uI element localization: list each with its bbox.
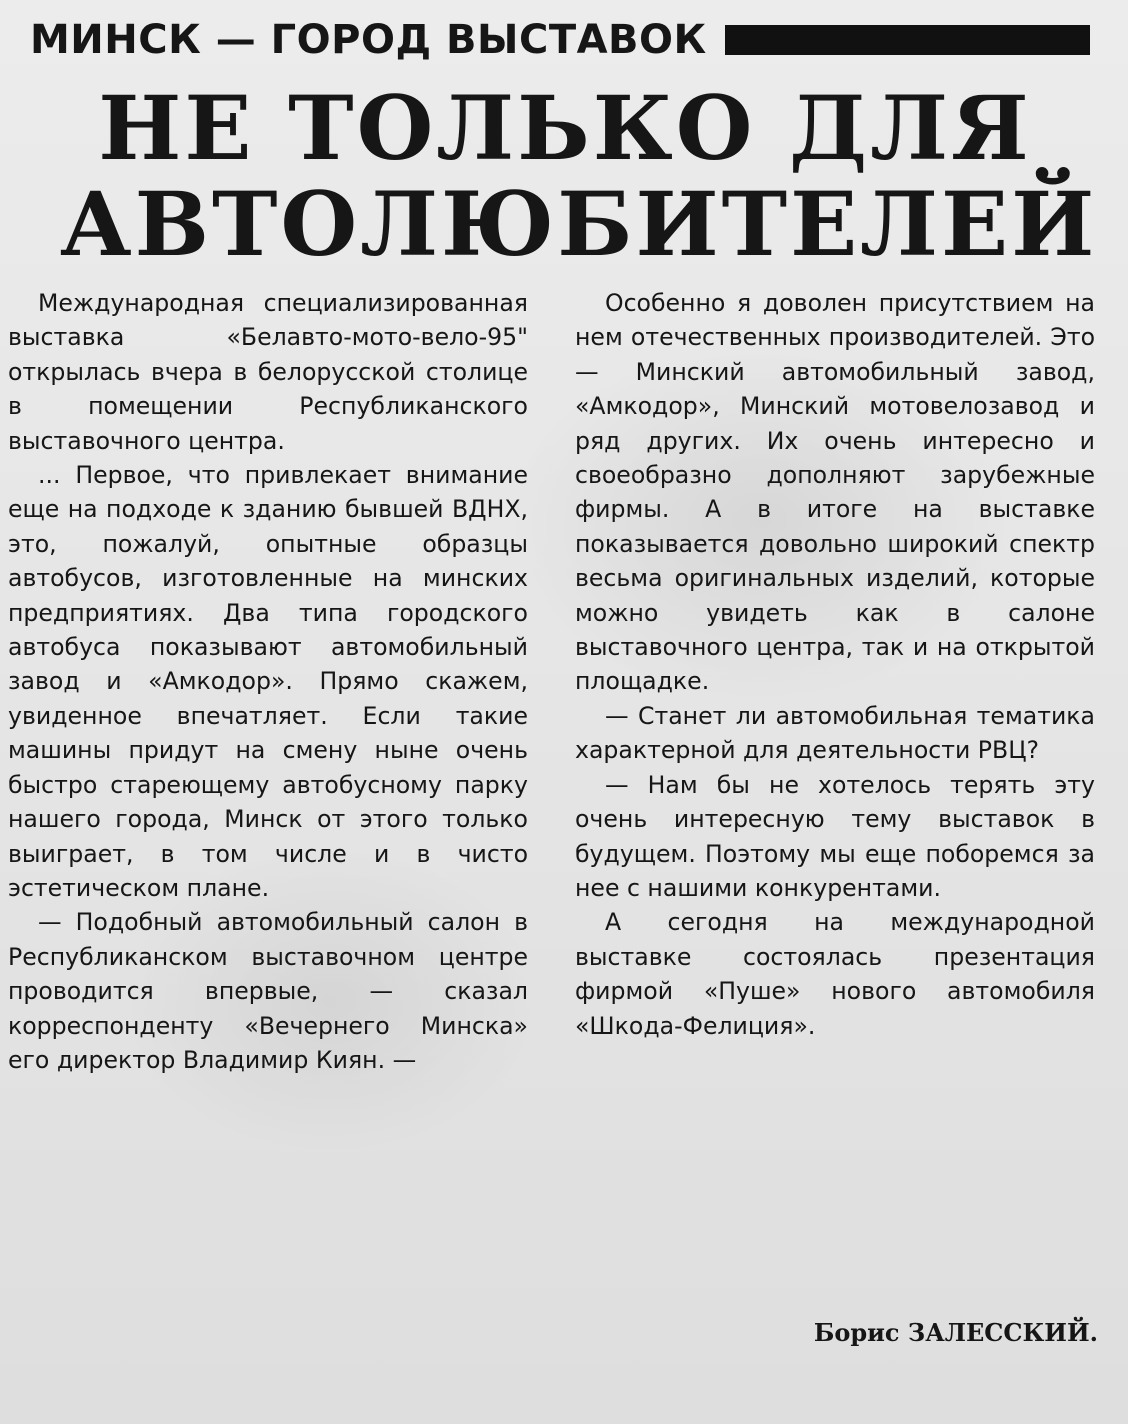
paragraph: — Подобный автомобильный салон в Республиканском выставочном центре проводится впервые, — сказал корреспонденту «Вечернего Минска» его директор Владимир Киян. — [8,908,528,1074]
article-right-column [575,286,1095,1043]
paragraph: Международная специализированная выставка «Белавто-мото-вело-95" открылась вчера в белорусской столице в помещении Республиканского выставочного центра. [8,289,528,455]
rubric-title: МИНСК — ГОРОД ВЫСТАВОК [30,17,707,63]
paragraph: — Нам бы не хотелось терять эту очень интересную тему выставок в будущем. Поэтому мы еще поборемся за нее с нашими конкурентами. [575,770,1095,902]
paragraph: А сегодня на международной выставке состоялась презентация фирмой «Пуше» нового автомобиля «Шкода-Фелиция». [575,908,1095,1040]
headline-line-1: НЕ ТОЛЬКО ДЛЯ [98,76,1032,180]
article-headline [60,76,1098,276]
author-signature: Борис ЗАЛЕССКИЙ. [813,1318,1098,1347]
paragraph: Особенно я доволен присутствием на нем отечественных производителей. Это — Минский автомобильный завод, «Амкодор», Минский мотовелозавод и ряд других. Их очень интересно и своеобразно дополняют зарубежные фирмы. А в итоге на выставке показывается довольно широкий спектр весьма оригинальных изделий, которые можно увидеть как в салоне выставочного центра, так и на открытой площадке. [575,289,1095,696]
paragraph: — Станет ли автомобильная тематика характерной для деятельности РВЦ? [575,701,1095,765]
paragraph: ... Первое, что привлекает внимание еще на подходе к зданию бывшей ВДНХ, это, пожалуй, опытные образцы автобусов, изготовленные на минских предприятиях. Два типа городского автобуса показывают автомобильный завод и «Амкодор». Прямо скажем, увиденное впечатляет. Если такие машины придут на смену ныне очень быстро стареющему автобусному парку нашего города, Минск от этого только выиграет, в том числе и в чисто эстетическом плане. [8,461,528,902]
headline-line-2: АВТОЛЮБИТЕЛЕЙ [60,172,1098,276]
rubric-header [30,14,1090,66]
rubric-bar [725,25,1090,55]
article-left-column [8,286,528,1077]
